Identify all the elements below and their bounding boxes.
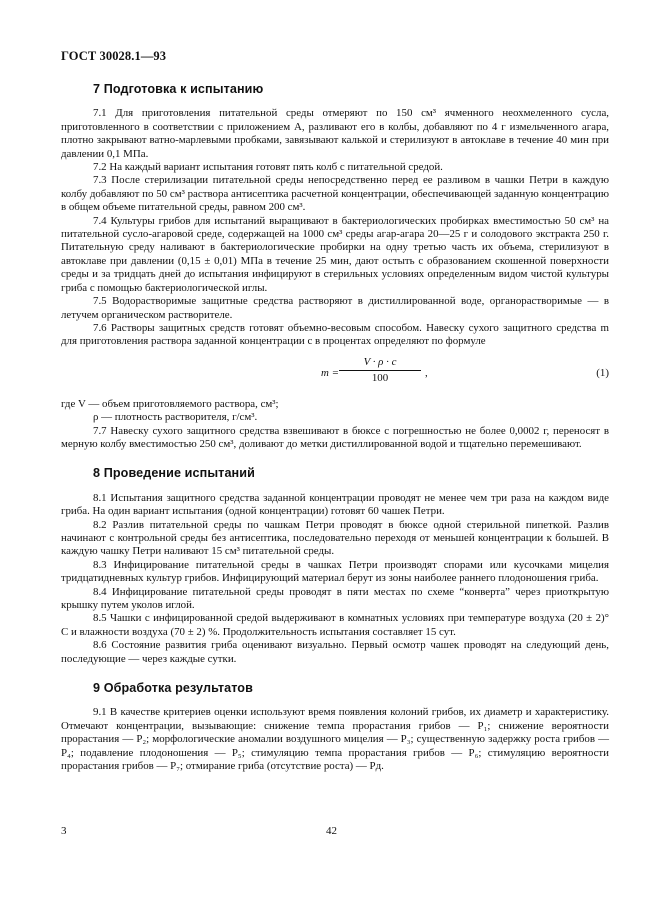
formula-1 xyxy=(61,352,609,396)
section-7-title: 7 Подготовка к испытанию xyxy=(93,82,264,96)
paragraph-8-3: 8.3 Инфицирование питательной среды в чашках Петри производят спорами или кусочками мицелия тридцатидневных культур грибов. Инфицирующий материал берут из зоны наиболее раннего плодоношения гриба. xyxy=(61,558,609,585)
page-number: 42 xyxy=(326,825,337,837)
formula-trail: , xyxy=(425,366,428,379)
paragraph-7-1: 7.1 Для приготовления питательной среды отмеряют по 150 см³ ячменного неохмеленного сусла, приготовленного в соответствии с приложением А, разливают его в колбы, добавляют по 4 г измельченного агара, плотно закрывают ватно-марлевыми пробками, завязывают калькой и стерилизуют в автоклаве в течение 40 мин при давлении 0,1 МПа. xyxy=(61,107,609,160)
paragraph-8-4: 8.4 Инфицирование питательной среды проводят в пяти местах по схеме “конверта” через приоткрытую крышку путем уколов иглой. xyxy=(61,585,609,611)
footer-left-number: 3 xyxy=(61,825,67,837)
formula-numerator: V · ρ · c xyxy=(339,356,421,371)
where-line-2: ρ — плотность растворителя, г/см³. xyxy=(93,411,258,424)
section-8-title: 8 Проведение испытаний xyxy=(93,466,255,481)
paragraph-7-4: 7.4 Культуры грибов для испытаний выращивают в бактериологических пробирках вместимостью 50 см³ на питательной сусло-агаровой среде, содержащей на 1000 см³ среды агар-агара 20—25 г и солодового экстракта 250 г. Питательную среду наливают в бактериологические пробирки на одну третью часть их объема, стерилизуют в автоклаве при давлении (0,15 ± 0,01) МПа в течение 25 мин, дают остыть с образованием скошенной поверхности среды и за тридцать дней до испытания инфицируют в стерильных условиях определенным видом чистой культуры гриба с помощью бактериологической иглы. xyxy=(61,214,609,294)
paragraph-9-1: 9.1 В качестве критериев оценки используют время появления колоний грибов, их диаметр и характеристику. Отмечают концентрации, вызывающие: снижение темпа прорастания грибов — P₁; снижение вероятности прорастания — P₂; морфологические аномалии воздушного мицелия — P₃; существенную задержку роста грибов — P₄; подавление плодоношения — P₅; стимуляцию темпа прорастания грибов — P₆; стимуляцию вероятности прорастания грибов — P₇; отмирание гриба (отсутствие роста) — Pд. xyxy=(61,706,609,773)
paragraph-7-5: 7.5 Водорастворимые защитные средства растворяют в дистиллированной воде, органорастворимые — в летучем органическом растворителе. xyxy=(61,295,609,321)
paragraph-7-2: 7.2 На каждый вариант испытания готовят пять колб с питательной средой. xyxy=(93,161,443,174)
paragraph-8-5: 8.5 Чашки с инфицированной средой выдерживают в комнатных условиях при температуре воздуха (20 ± 2)° С и влажности воздуха (70 ± 2) %. Продолжительность испытания составляет 15 сут. xyxy=(61,612,609,638)
paragraph-8-1: 8.1 Испытания защитного средства заданной концентрации проводят не менее чем три раза на каждом виде гриба. На один вариант испытания (одной концентрации) готовят 60 чашек Петри. xyxy=(61,491,609,518)
formula-lhs: m = xyxy=(321,366,339,379)
formula-denominator: 100 xyxy=(371,372,389,385)
document-content xyxy=(61,83,609,773)
paragraph-7-3: 7.3 После стерилизации питательной среды непосредственно перед ее разливом в чашки Петри в каждую колбу добавляют по 50 см³ раствора антисептика расчетной концентрации, обеспечивающей заданную концентрацию в общем объеме питательной среды, равном 200 см³. xyxy=(61,174,609,214)
formula-number: (1) xyxy=(596,366,609,379)
paragraph-7-6: 7.6 Растворы защитных средств готовят объемно-весовым способом. Навеску сухого защитного средства m для приготовления раствора заданной концентрации c в процентах определяют по формуле xyxy=(61,321,609,348)
standard-header: ГОСТ 30028.1—93 xyxy=(61,49,167,63)
paragraph-7-7: 7.7 Навеску сухого защитного средства взвешивают в бюксе с погрешностью не более 0,0002 г, переносят в мерную колбу вместимостью 250 см³, доливают до метки дистиллированной водой и тщательно перемешивают. xyxy=(61,424,609,450)
where-line-1: где V — объем приготовляемого раствора, см³; xyxy=(61,397,279,410)
paragraph-8-2: 8.2 Разлив питательной среды по чашкам Петри проводят в бюксе одной стерильной пипеткой. Разлив начинают с контрольной среды без антисептика, последовательно переходя от меньшей концентрации к большей. В каждую чашку Петри наливают 15 см³ питательной среды. xyxy=(61,518,609,558)
paragraph-8-6: 8.6 Состояние развития гриба оценивают визуально. Первый осмотр чашек проводят на следующий день, последующие — через каждые сутки. xyxy=(61,639,609,665)
section-9-title: 9 Обработка результатов xyxy=(93,681,253,696)
formula-fraction xyxy=(339,356,421,386)
